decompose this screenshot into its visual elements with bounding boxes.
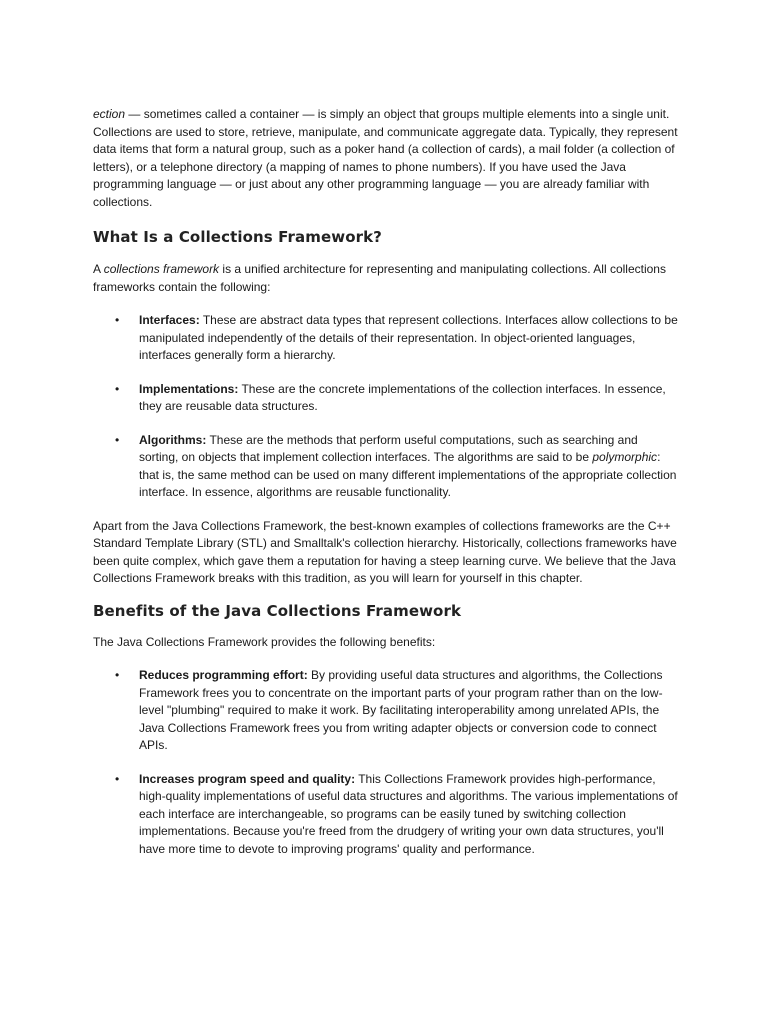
- item-label: Implementations:: [139, 381, 239, 396]
- item-label: Interfaces:: [139, 313, 200, 327]
- item-text-italic: polymorphic: [592, 450, 658, 464]
- benefits-intro-paragraph: The Java Collections Framework provides the following benefits:: [93, 634, 436, 649]
- item-text-post: : that is, the same method can be used on many different implementations of the appropriate collection interface. In essence, algorithms are reusable functionality.: [139, 450, 677, 499]
- definition-post: is a unified architecture for representing and manipulating collections. All collections frameworks contain the following:: [93, 262, 666, 294]
- section-heading-benefits: Benefits of the Java Collections Framework: [93, 601, 462, 620]
- bullet-icon: •: [115, 668, 120, 682]
- list-item-interfaces: [115, 312, 678, 365]
- intro-lead-italic: ection: [93, 107, 126, 121]
- item-label: Increases program speed and quality:: [139, 771, 356, 786]
- item-text: These are abstract data types that represent collections. Interfaces allow collections to be manipulated independently of the details of their representation. In object-oriented languages, interfaces generally form a hierarchy.: [139, 313, 678, 362]
- framework-components-list: [93, 312, 678, 502]
- item-label: Reduces programming effort:: [139, 668, 308, 682]
- item-text: By providing useful data structures and algorithms, the Collections Framework frees you to concentrate on the important parts of your program rather than on the low-level "plumbing" required to make it work. By facilitating interoperability among unrelated APIs, the Java Collections Framework frees you from writing adapter objects or conversion code to connect APIs.: [139, 668, 663, 752]
- examples-paragraph: Apart from the Java Collections Framework, the best-known examples of collections frameworks are the C++ Standard Template Library (STL) and Smalltalk's collection hierarchy. Historically, collections frameworks have been quite complex, which gave them a reputation for having a steep learning curve. We believe that the Java Collections Framework breaks with this tradition, as you will learn for yourself in this chapter.: [93, 518, 677, 585]
- benefits-list: [93, 667, 678, 858]
- bullet-icon: •: [115, 771, 120, 786]
- item-label: Algorithms:: [139, 432, 207, 447]
- bullet-icon: •: [115, 381, 120, 396]
- list-item-implementations: [115, 381, 678, 416]
- definition-term: collections framework: [103, 262, 220, 276]
- item-text: These are the concrete implementations of the collection interfaces. In essence, they are reusable data structures.: [139, 381, 666, 413]
- intro-paragraph: [93, 106, 678, 211]
- intro-text: — sometimes called a container — is simply an object that groups multiple elements into a single unit. Collections are used to store, retrieve, manipulate, and communicate aggregate data. Typically, they represent data items that form a natural group, such as a poker hand (a collection of cards), a mail folder (a collection of letters), or a telephone directory (a mapping of names to phone numbers). If you have used the Java programming language — or just about any other programming language — you are already familiar with collections.: [93, 107, 678, 209]
- bullet-icon: •: [115, 313, 120, 327]
- framework-definition-paragraph: [93, 261, 678, 296]
- item-text-pre: These are the methods that perform useful computations, such as searching and sorting, on objects that implement collection interfaces. The algorithms are said to be: [139, 432, 638, 464]
- bullet-icon: •: [115, 432, 120, 447]
- list-item-speed-quality: [115, 771, 678, 859]
- definition-pre: A: [93, 262, 104, 276]
- section-heading-framework: What Is a Collections Framework?: [93, 228, 382, 246]
- item-text: This Collections Framework provides high-performance, high-quality implementations of useful data structures and algorithms. The various implementations of each interface are interchangeable, so programs can be easily tuned by switching collection implementations. Because you're freed from the drudgery of writing your own data structures, you'll have more time to devote to improving programs' quality and performance.: [139, 771, 678, 856]
- list-item-algorithms: [115, 432, 678, 502]
- list-item-reduces-effort: [115, 667, 678, 755]
